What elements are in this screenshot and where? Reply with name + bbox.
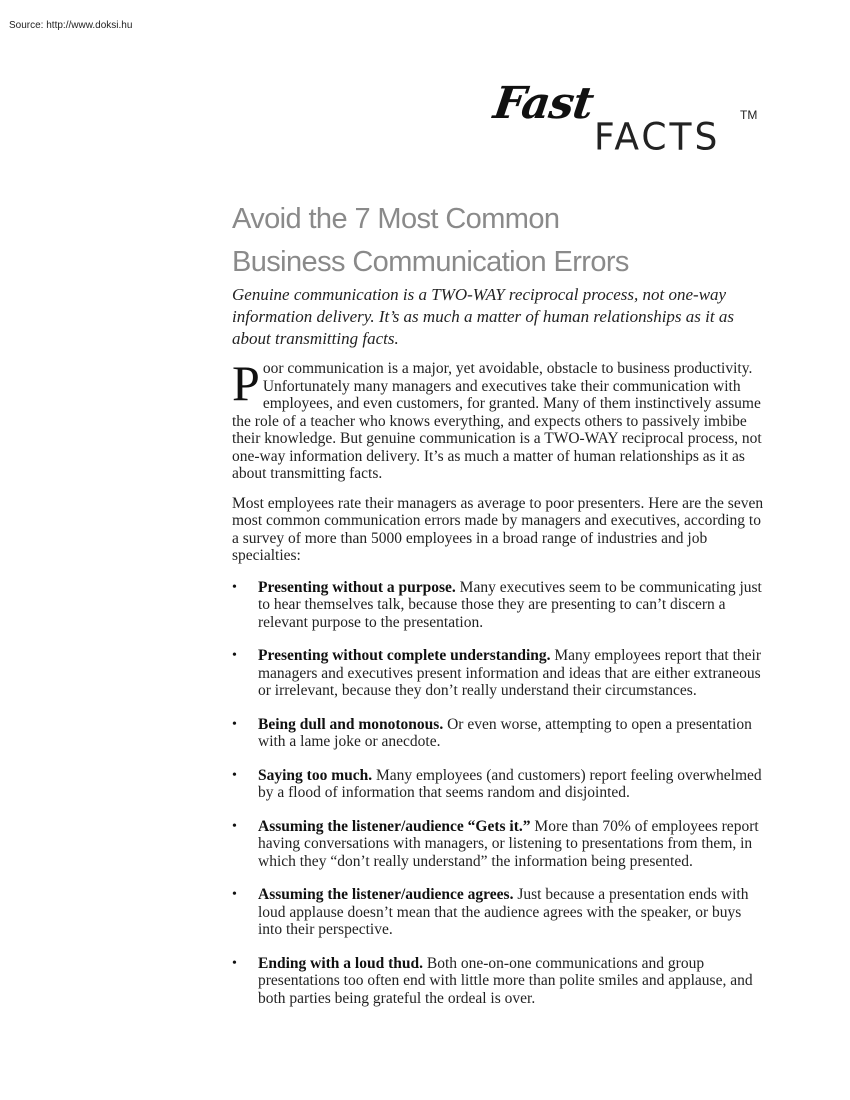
title-line-2: Business Communication Errors bbox=[232, 246, 629, 278]
list-item-heading: Presenting without a purpose. bbox=[258, 578, 456, 596]
list-item bbox=[232, 886, 768, 939]
title-line-1: Avoid the 7 Most Common bbox=[232, 203, 560, 235]
logo-facts-text: FACTS bbox=[594, 115, 721, 159]
list-item-heading: Being dull and monotonous. bbox=[258, 715, 444, 733]
source-note: Source: http://www.doksi.hu bbox=[9, 20, 133, 31]
bullet-icon: • bbox=[232, 579, 237, 595]
list-item-text: Many employees (and customers) report feeling overwhelmed by a flood of information that seems random and disjointed. bbox=[258, 766, 762, 801]
fast-facts-logo bbox=[490, 78, 765, 167]
list-item-heading: Ending with a loud thud. bbox=[258, 954, 423, 972]
list-item-text: Just because a presentation ends with loud applause doesn’t mean that the audience agrees with the speaker, or buys into their perspective. bbox=[258, 886, 749, 938]
bullet-icon: • bbox=[232, 648, 237, 663]
intro-text: oor communication is a major, yet avoidable, obstacle to business productivity. Unfortunately many managers and executives take their communication with employees, and even customers, for granted. Many of them instinctively assume the role of a teacher who knows everything, and expects others to passively imbibe their knowledge. But genuine communication is a TWO-WAY reciprocal process, not one-way information delivery. It’s as much a matter of human relationships as it as about transmitting facts. bbox=[232, 360, 762, 482]
list-item-heading: Assuming the listener/audience agrees. bbox=[258, 886, 514, 903]
trademark-mark: TM bbox=[740, 108, 758, 122]
article bbox=[232, 198, 768, 1023]
list-item bbox=[232, 818, 768, 871]
drop-cap: P bbox=[232, 355, 260, 411]
subtitle: Genuine communication is a TWO-WAY reciprocal process, not one-way information delivery. It’s as much a matter of human relationships as it as about transmitting facts. bbox=[232, 285, 734, 348]
error-list bbox=[232, 579, 768, 1008]
survey-paragraph: Most employees rate their managers as average to poor presenters. Here are the seven most common communication errors made by managers and executives, according to a survey of more than 5000 employees in a broad range of industries and job specialties: bbox=[232, 494, 764, 564]
list-item-text: More than 70% of employees report having conversations with managers, or listening to presentations from them, in which they “don’t really understand” the information being presented. bbox=[258, 817, 759, 870]
list-item-text: Many executives seem to be communicating just to hear themselves talk, because those they are presenting to can’t discern a relevant purpose to the presentation. bbox=[258, 578, 762, 631]
bullet-icon: • bbox=[232, 767, 237, 783]
bullet-icon: • bbox=[232, 955, 237, 971]
intro-paragraph bbox=[232, 355, 768, 483]
list-item bbox=[232, 716, 768, 751]
list-item-heading: Presenting without complete understanding. bbox=[258, 647, 551, 664]
list-item-text: Many employees report that their managers and executives present information and ideas that are either extraneous or irrelevant, because they don’t really understand their circumstances. bbox=[258, 647, 761, 699]
list-item-text: Or even worse, attempting to open a presentation with a lame joke or anecdote. bbox=[258, 715, 752, 750]
logo-fast-text: Fast bbox=[490, 78, 597, 129]
list-item bbox=[232, 579, 768, 632]
bullet-icon: • bbox=[232, 887, 237, 902]
list-item-heading: Assuming the listener/audience “Gets it.” bbox=[258, 817, 531, 835]
bullet-icon: • bbox=[232, 716, 237, 732]
list-item bbox=[232, 647, 768, 700]
list-item bbox=[232, 955, 768, 1008]
page-title bbox=[232, 198, 768, 284]
list-item-heading: Saying too much. bbox=[258, 766, 373, 784]
bullet-icon: • bbox=[232, 818, 237, 834]
list-item bbox=[232, 767, 768, 802]
list-item-text: Both one-on-one communications and group presentations too often end with little more than polite smiles and applause, and both parties being grateful the ordeal is over. bbox=[258, 954, 753, 1007]
